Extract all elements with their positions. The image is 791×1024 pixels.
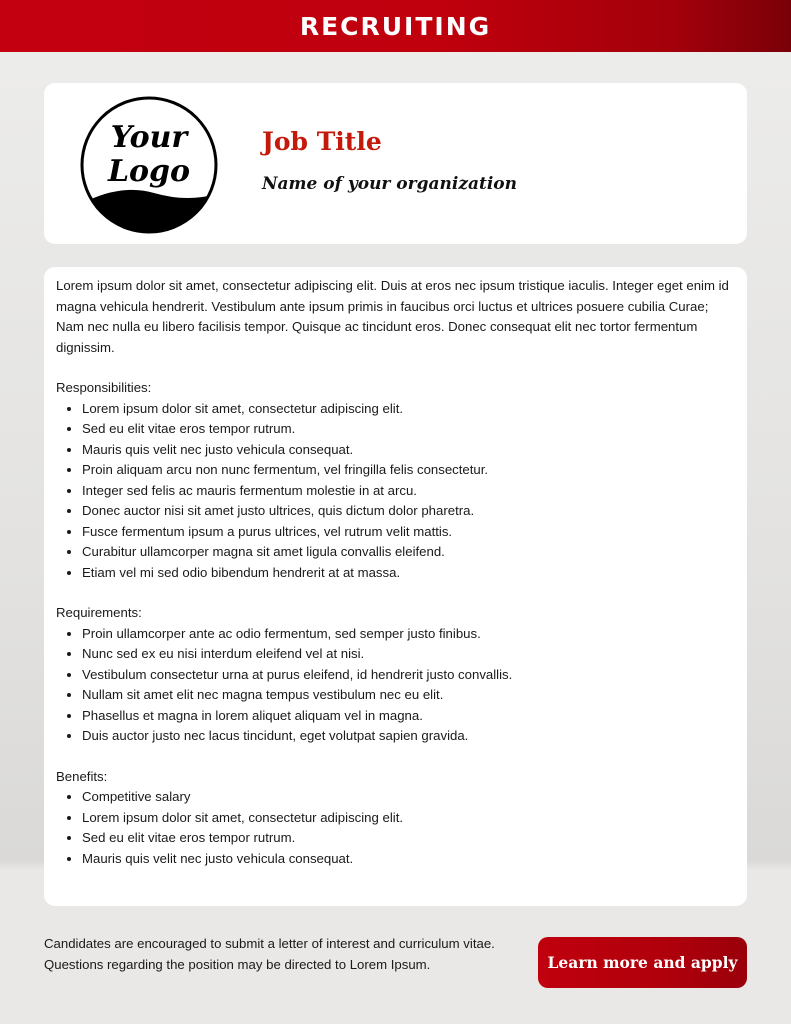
benefits-heading: Benefits: bbox=[56, 768, 108, 784]
requirement-item: • Phasellus et magna in lorem aliquet aliquam vel in magna. bbox=[82, 706, 736, 727]
logo-text-line1: Your bbox=[110, 120, 188, 155]
logo-placeholder bbox=[79, 95, 219, 235]
job-title: Job Title bbox=[262, 127, 382, 156]
benefits-list bbox=[56, 787, 736, 869]
requirements-heading: Requirements: bbox=[56, 605, 142, 620]
responsibility-item: • Sed eu elit vitae eros tempor rutrum. bbox=[82, 419, 736, 440]
responsibility-item: • Proin aliquam arcu non nunc fermentum, vel fringilla felis consectetur. bbox=[82, 460, 736, 481]
responsibility-item: • Fusce fermentum ipsum a purus ultrices, vel rutrum velit mattis. bbox=[82, 522, 736, 543]
requirement-item: • Proin ullamcorper ante ac odio fermentum, sed semper justo finibus. bbox=[82, 624, 736, 645]
benefit-item: • Competitive salary bbox=[82, 787, 736, 808]
footer-note-line1: Candidates are encouraged to submit a letter of interest and curriculum vitae. bbox=[44, 936, 495, 951]
requirement-item: • Vestibulum consectetur urna at purus eleifend, id hendrerit justo convallis. bbox=[82, 665, 736, 686]
benefit-item: • Lorem ipsum dolor sit amet, consectetur adipiscing elit. bbox=[82, 808, 736, 829]
footer-note bbox=[44, 934, 524, 975]
responsibility-item: • Integer sed felis ac mauris fermentum molestie in at arcu. bbox=[82, 481, 736, 502]
responsibilities-heading: Responsibilities: bbox=[56, 380, 152, 395]
header-card bbox=[44, 83, 747, 244]
learn-more-and-apply-button[interactable]: Learn more and apply bbox=[538, 937, 747, 988]
requirement-item: • Duis auctor justo nec lacus tincidunt, eget volutpat sapien gravida. bbox=[82, 726, 736, 747]
responsibility-item: • Etiam vel mi sed odio bibendum hendrerit at at massa. bbox=[82, 563, 736, 584]
benefit-item: • Mauris quis velit nec justo vehicula consequat. bbox=[82, 849, 736, 870]
requirement-item: • Nunc sed ex eu nisi interdum eleifend vel at nisi. bbox=[82, 644, 736, 665]
job-description-card bbox=[44, 267, 747, 906]
responsibilities-list bbox=[56, 399, 736, 584]
requirement-item: • Nullam sit amet elit nec magna tempus vestibulum nec eu elit. bbox=[82, 685, 736, 706]
requirements-list bbox=[56, 624, 736, 747]
benefit-item: • Sed eu elit vitae eros tempor rutrum. bbox=[82, 828, 736, 849]
responsibility-item: • Donec auctor nisi sit amet justo ultrices, quis dictum dolor pharetra. bbox=[82, 501, 736, 522]
responsibility-item: • Mauris quis velit nec justo vehicula consequat. bbox=[82, 440, 736, 461]
intro-paragraph: Lorem ipsum dolor sit amet, consectetur adipiscing elit. Duis at eros nec ipsum tristique iaculis. Integer eget enim id magna vehicula hendrerit. Vestibulum ante ipsum primis in faucibus orci luctus et ultrices posuere cubilia Curae; Nam nec nulla eu libero facilisis tempor. Quisque ac tincidunt eros. Donec consequat elit nec tortor fermentum dignissim. bbox=[56, 278, 729, 355]
banner-title: RECRUITING bbox=[299, 11, 492, 41]
responsibility-item: • Curabitur ullamcorper magna sit amet ligula convallis eleifend. bbox=[82, 542, 736, 563]
logo-text-line2: Logo bbox=[107, 154, 191, 189]
footer-note-line2: Questions regarding the position may be directed to Lorem Ipsum. bbox=[44, 956, 431, 972]
organization-name: Name of your organization bbox=[262, 174, 517, 194]
job-description-content bbox=[56, 276, 736, 869]
responsibility-item: • Lorem ipsum dolor sit amet, consectetur adipiscing elit. bbox=[82, 399, 736, 420]
recruiting-banner bbox=[0, 0, 791, 52]
